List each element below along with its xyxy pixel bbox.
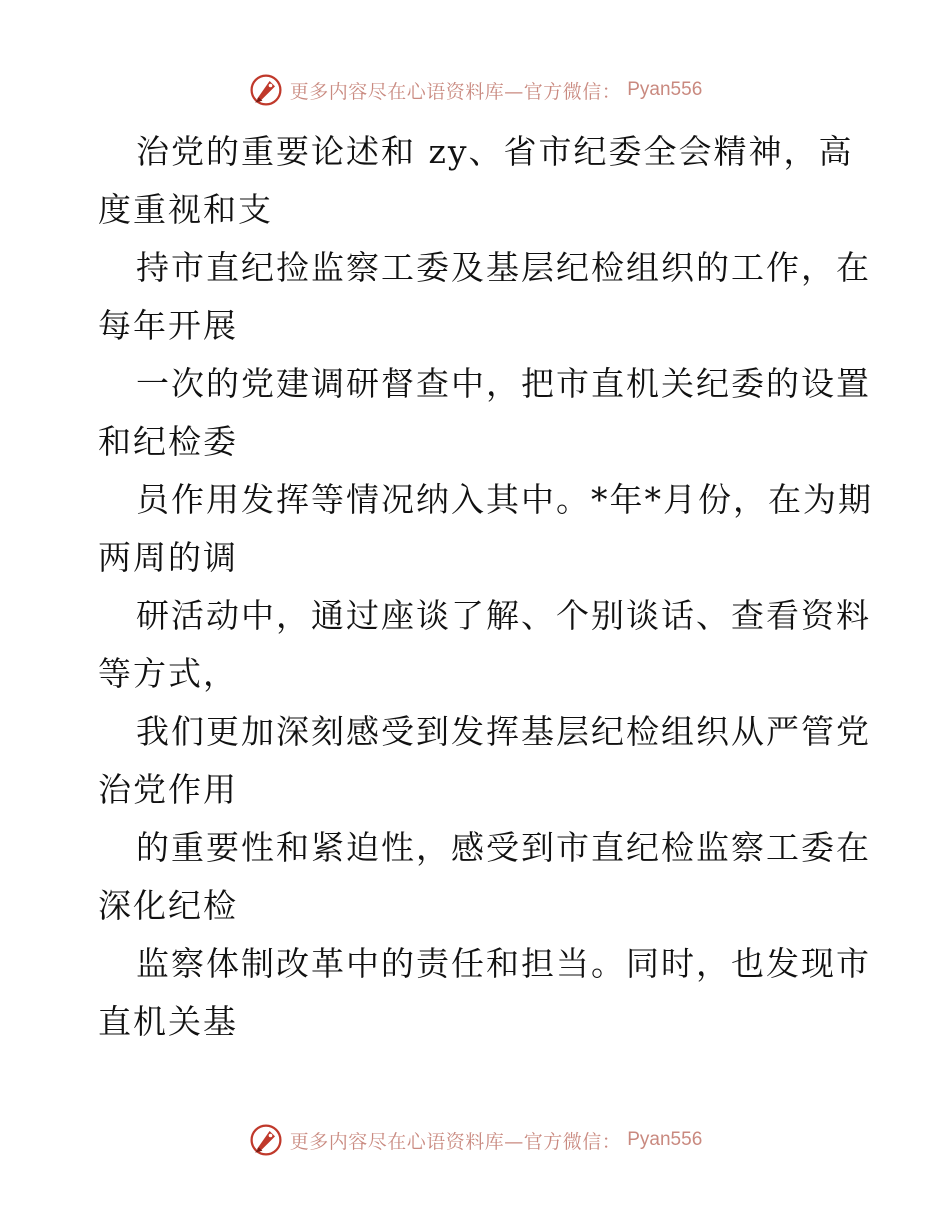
body-line: 和纪检委 (98, 422, 238, 461)
body-line: 研活动中，通过座谈了解、个别谈话、查看资料 (136, 596, 871, 635)
body-line: 一次的党建调研督查中，把市直机关纪委的设置 (136, 364, 871, 403)
body-line: 我们更加深刻感受到发挥基层纪检组织从严管党 (136, 712, 871, 751)
body-line: 持市直纪捡监察工委及基层纪检组织的工作，在 (136, 248, 871, 287)
pen-nib-icon (248, 72, 284, 108)
body-line: 员作用发挥等情况纳入其中。*年*月份，在为期 (136, 480, 873, 519)
body-line: 治党作用 (98, 770, 238, 809)
body-line: 监察体制改革中的责任和担当。同时，也发现市 (136, 944, 871, 983)
header-watermark (0, 70, 950, 110)
body-line: 两周的调 (98, 538, 238, 577)
body-line: 直机关基 (98, 1002, 238, 1041)
body-line: 度重视和支 (98, 190, 273, 229)
body-line: 深化纪检 (98, 886, 238, 925)
watermark-account: Pyan556 (627, 79, 703, 100)
watermark-text: 更多内容尽在心语资料库—官方微信： (289, 80, 622, 103)
watermark-text: 更多内容尽在心语资料库—官方微信： (289, 1130, 622, 1153)
body-line: 的重要性和紧迫性，感受到市直纪检监察工委在 (136, 828, 871, 867)
footer-watermark (0, 1120, 950, 1160)
body-line: 等方式， (98, 654, 238, 693)
watermark-account: Pyan556 (627, 1129, 703, 1150)
document-body (98, 123, 873, 1051)
pen-nib-icon (248, 1122, 284, 1158)
body-line: 治党的重要论述和 zy、省市纪委全会精神，高 (136, 132, 854, 171)
body-line: 每年开展 (98, 306, 238, 345)
